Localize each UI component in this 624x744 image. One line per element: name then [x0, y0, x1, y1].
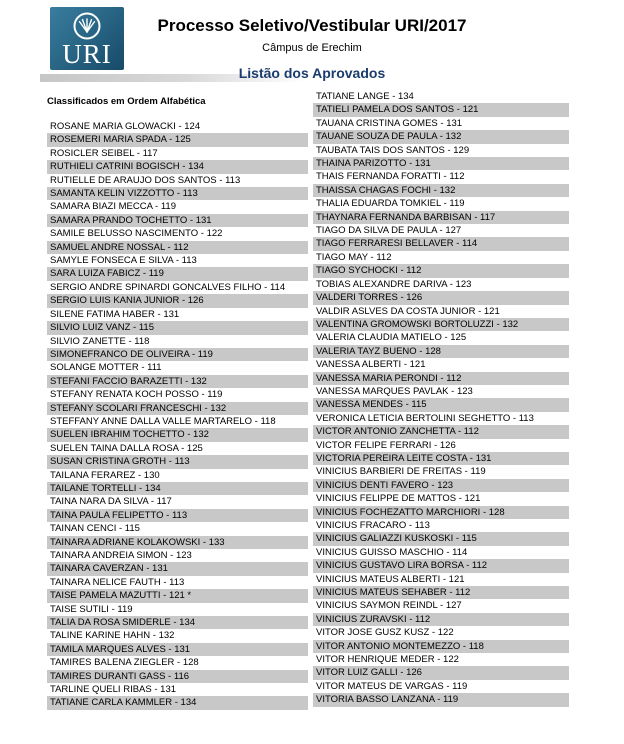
list-item — [313, 546, 569, 559]
list-item — [313, 626, 569, 639]
list-item — [47, 375, 308, 388]
list-item-text: VALERIA TAYZ BUENO - 128 — [316, 345, 441, 357]
list-item-text: TAINA PAULA FELIPETTO - 113 — [50, 509, 188, 521]
list-item — [47, 522, 308, 535]
list-item-text: SAMANTA KELIN VIZZOTTO - 113 — [50, 188, 198, 200]
list-item — [47, 402, 308, 415]
list-item — [47, 415, 308, 428]
list-item — [47, 321, 308, 334]
list-item-text: ROSANE MARIA GLOWACKI - 124 — [50, 121, 201, 132]
list-item — [47, 629, 308, 642]
list-item-text: TIAGO MAY - 112 — [316, 251, 392, 263]
list-item — [313, 305, 569, 318]
list-item — [47, 214, 308, 227]
list-item — [313, 412, 569, 425]
list-item — [47, 241, 308, 254]
list-item-text: TAINARA ANDREIA SIMON - 123 — [50, 550, 192, 561]
list-item-text: TAINARA CAVERZAN - 131 — [50, 563, 168, 575]
list-item — [313, 130, 569, 143]
list-item — [313, 519, 569, 532]
list-item — [47, 683, 308, 696]
list-item — [313, 278, 569, 291]
list-item — [313, 224, 569, 237]
list-item — [313, 184, 569, 197]
list-item-text: TALIA DA ROSA SMIDERLE - 134 — [50, 617, 196, 629]
list-item — [313, 465, 569, 478]
list-item-text: RUTIELLE DE ARAUJO DOS SANTOS - 113 — [50, 174, 241, 186]
list-item-text: VINICIUS GUISSO MASCHIO - 114 — [316, 546, 468, 558]
list-item-text: VINICIUS FOCHEZATTO MARCHIORI - 128 — [316, 506, 505, 518]
list-item — [313, 506, 569, 519]
list-item-text: THAIS FERNANDA FORATTI - 112 — [316, 171, 465, 183]
list-item — [313, 653, 569, 666]
list-item — [313, 345, 569, 358]
list-item — [47, 549, 308, 562]
list-item — [313, 331, 569, 344]
list-item-text: TARLINE QUELI RIBAS - 131 — [50, 684, 177, 696]
list-item-text: TATIANE LANGE - 134 — [316, 91, 414, 102]
list-item — [47, 200, 308, 213]
list-item-text: RUTHIELI CATRINI BOGISCH - 134 — [50, 161, 204, 173]
list-item — [313, 264, 569, 277]
list-item-text: ROSICLER SEIBEL - 117 — [50, 147, 158, 159]
list-item-text: VINICIUS MATEUS SEHABER - 112 — [316, 587, 471, 599]
list-item — [313, 452, 569, 465]
list-item-text: VINICIUS BARBIERI DE FREITAS - 119 — [316, 466, 486, 478]
list-item — [47, 656, 308, 669]
list-item-text: TAISE SUTILI - 119 — [50, 603, 133, 615]
list-item-text: SAMARA PRANDO TOCHETTO - 131 — [50, 214, 212, 226]
list-item — [47, 428, 308, 441]
list-item — [313, 117, 569, 130]
list-item — [313, 640, 569, 653]
list-item-text: SILENE FATIMA HABER - 131 — [50, 308, 180, 320]
list-item — [313, 372, 569, 385]
list-item-text: VICTORIA PEREIRA LEITE COSTA - 131 — [316, 452, 492, 464]
list-item-text: VITOR LUIZ GALLI - 126 — [316, 667, 422, 679]
list-item — [47, 294, 308, 307]
list-item — [47, 187, 308, 200]
list-item — [47, 589, 308, 602]
list-item — [47, 267, 308, 280]
list-item — [313, 559, 569, 572]
list-item-text: VANESSA MARQUES PAVLAK - 123 — [316, 385, 473, 397]
list-item-text: VINICIUS ZURAVSKI - 112 — [316, 613, 431, 625]
list-item-text: SARA LUIZA FABICZ - 119 — [50, 268, 164, 280]
list-item-text: VANESSA MARIA PERONDI - 112 — [316, 372, 462, 384]
list-item-text: TAILANA FERAREZ - 130 — [50, 469, 160, 481]
list-title: Listão dos Aprovados — [238, 65, 386, 81]
list-item — [47, 696, 308, 709]
list-item — [47, 603, 308, 616]
approved-list-right-column — [313, 90, 569, 707]
list-item — [47, 335, 308, 348]
list-item — [47, 133, 308, 146]
list-item — [313, 157, 569, 170]
list-item — [313, 425, 569, 438]
list-item-text: VINICIUS GUSTAVO LIRA BORSA - 112 — [316, 560, 488, 572]
list-item — [47, 643, 308, 656]
column-header: Classificados em Ordem Alfabética — [47, 96, 206, 107]
list-item-text: TAINARA ADRIANE KOLAKOWSKI - 133 — [50, 536, 225, 548]
list-item — [313, 103, 569, 116]
list-item-text: TAUANE SOUZA DE PAULA - 132 — [316, 131, 462, 143]
list-item — [47, 388, 308, 401]
list-item — [313, 532, 569, 545]
list-item — [313, 237, 569, 250]
list-item-text: VITOR JOSE GUSZ KUSZ - 122 — [316, 627, 454, 639]
list-item — [47, 509, 308, 522]
approved-list-left-column — [47, 120, 308, 710]
list-item-text: TIAGO FERRARESI BELLAVER - 114 — [316, 238, 478, 250]
list-item — [313, 291, 569, 304]
list-item-text: VINICIUS FELIPPE DE MATTOS - 121 — [316, 493, 481, 505]
list-item-text: TAMIRES DURANTI GASS - 116 — [50, 670, 190, 682]
list-item-text: TAINARA NELICE FAUTH - 113 — [50, 576, 185, 588]
list-item — [47, 455, 308, 468]
list-item — [47, 495, 308, 508]
list-item — [47, 348, 308, 361]
list-item-text: TATIELI PAMELA DOS SANTOS - 121 — [316, 104, 479, 116]
page-title: Processo Seletivo/Vestibular URI/2017 — [157, 16, 467, 35]
list-item-text: VICTOR ANTONIO ZANCHETTA - 112 — [316, 426, 479, 438]
list-item-text: SAMARA BIAZI MECCA - 119 — [50, 201, 177, 213]
list-item-text: SAMYLE FONSECA E SILVA - 113 — [50, 255, 197, 267]
list-item-text: VANESSA MENDES - 115 — [316, 399, 427, 411]
list-item — [47, 254, 308, 267]
list-item — [313, 666, 569, 679]
list-item-text: TIAGO SYCHOCKI - 112 — [316, 265, 422, 277]
list-item — [47, 281, 308, 294]
list-item — [313, 573, 569, 586]
list-item-text: SERGIO LUIS KANIA JUNIOR - 126 — [50, 295, 204, 307]
list-item-text: VALDERI TORRES - 126 — [316, 292, 423, 304]
list-item — [47, 469, 308, 482]
list-item-text: ROSEMERI MARIA SPADA - 125 — [50, 134, 191, 146]
list-item-text: TAILANE TORTELLI - 134 — [50, 482, 161, 494]
list-item-text: VITOR HENRIQUE MEDER - 122 — [316, 654, 459, 666]
list-item-text: TIAGO DA SILVA DE PAULA - 127 — [316, 225, 462, 237]
list-item-text: VINICIUS GALIAZZI KUSKOSKI - 115 — [316, 533, 477, 545]
list-item-text: STEFANY SCOLARI FRANCESCHI - 132 — [50, 402, 227, 414]
list-item — [313, 479, 569, 492]
list-item-text: VERONICA LETICIA BERTOLINI SEGHETTO - 113 — [316, 412, 534, 424]
list-item-text: SIMONEFRANCO DE OLIVEIRA - 119 — [50, 348, 213, 360]
list-item — [47, 227, 308, 240]
list-item-text: STEFANY RENATA KOCH POSSO - 119 — [50, 389, 223, 401]
list-item — [47, 361, 308, 374]
list-item — [313, 492, 569, 505]
list-item — [313, 358, 569, 371]
list-item-text: VINICIUS FRACARO - 113 — [316, 520, 430, 531]
list-item — [313, 170, 569, 183]
list-item — [47, 120, 308, 133]
list-item-text: VITOR MATEUS DE VARGAS - 119 — [316, 680, 468, 692]
list-item-text: VITOR ANTONIO MONTEMEZZO - 118 — [316, 640, 484, 652]
list-item-text: TOBIAS ALEXANDRE DARIVA - 123 — [316, 278, 472, 290]
list-item — [313, 144, 569, 157]
list-item-text: VALDIR ASLVES DA COSTA JUNIOR - 121 — [316, 305, 500, 317]
list-item — [47, 536, 308, 549]
list-item-text: SILVIO ZANETTE - 118 — [50, 335, 150, 347]
list-item-text: TAINAN CENCI - 115 — [50, 523, 140, 535]
list-item-text: THAISSA CHAGAS FOCHI - 132 — [316, 184, 456, 196]
list-item-text: SAMUEL ANDRE NOSSAL - 112 — [50, 241, 189, 253]
list-item — [47, 174, 308, 187]
list-item-text: VICTOR FELIPE FERRARI - 126 — [316, 439, 456, 451]
list-item — [313, 613, 569, 626]
list-item-text: TAMIRES BALENA ZIEGLER - 128 — [50, 657, 199, 669]
list-item-text: SAMILE BELUSSO NASCIMENTO - 122 — [50, 228, 223, 240]
list-item — [313, 90, 569, 103]
list-item — [47, 562, 308, 575]
list-item-text: VINICIUS DENTI FAVERO - 123 — [316, 479, 454, 491]
list-item — [47, 308, 308, 321]
list-item — [313, 586, 569, 599]
list-item — [47, 482, 308, 495]
list-item — [313, 318, 569, 331]
list-item-text: TAUANA CRISTINA GOMES - 131 — [316, 117, 463, 129]
list-item — [313, 251, 569, 264]
list-item — [313, 599, 569, 612]
list-item-text: SUELEN IBRAHIM TOCHETTO - 132 — [50, 429, 209, 441]
list-item-text: SERGIO ANDRE SPINARDI GONCALVES FILHO - 114 — [50, 281, 286, 293]
list-item-text: VINICIUS MATEUS ALBERTI - 121 — [316, 573, 465, 585]
list-item — [313, 398, 569, 411]
list-item-text: VINICIUS SAYMON REINDL - 127 — [316, 600, 462, 612]
list-item-text: THAYNARA FERNANDA BARBISAN - 117 — [316, 211, 496, 223]
list-item — [313, 693, 569, 706]
list-item-text: THALIA EDUARDA TOMKIEL - 119 — [316, 198, 465, 210]
page-subtitle: Câmpus de Erechim — [262, 42, 362, 54]
list-item-text: TATIANE CARLA KAMMLER - 134 — [50, 697, 197, 709]
list-item — [47, 160, 308, 173]
list-item — [313, 385, 569, 398]
list-item-text: VALENTINA GROMOWSKI BORTOLUZZI - 132 — [316, 318, 519, 330]
list-item-text: TAMILA MARQUES ALVES - 131 — [50, 643, 191, 655]
uri-logo-text: URI — [62, 39, 112, 69]
list-item-text: THAINA PARIZOTTO - 131 — [316, 158, 431, 170]
list-item — [313, 197, 569, 210]
list-item — [313, 680, 569, 693]
list-item-text: VALERIA CLAUDIA MATIELO - 125 — [316, 332, 467, 344]
list-item — [47, 616, 308, 629]
list-item — [47, 147, 308, 160]
list-item-text: SUELEN TAINA DALLA ROSA - 125 — [50, 442, 203, 454]
list-item — [313, 211, 569, 224]
list-item-text: VANESSA ALBERTI - 121 — [316, 359, 426, 371]
list-item-text: SUSAN CRISTINA GROTH - 113 — [50, 456, 190, 468]
list-item-text: TAUBATA TAIS DOS SANTOS - 129 — [316, 144, 470, 156]
list-item-text: STEFFANY ANNE DALLA VALLE MARTARELO - 118 — [50, 415, 276, 427]
list-item — [47, 442, 308, 455]
list-item-text: TAISE PAMELA MAZUTTI - 121 * — [50, 590, 192, 602]
list-item — [47, 670, 308, 683]
list-item — [313, 439, 569, 452]
list-item — [47, 576, 308, 589]
list-item-text: SOLANGE MOTTER - 111 — [50, 362, 162, 374]
list-item-text: SILVIO LUIZ VANZ - 115 — [50, 322, 155, 334]
list-item-text: TAINA NARA DA SILVA - 117 — [50, 496, 172, 508]
list-item-text: STEFANI FACCIO BARAZETTI - 132 — [50, 375, 207, 387]
list-item-text: TALINE KARINE HAHN - 132 — [50, 630, 175, 642]
list-item-text: VITORIA BASSO LANZANA - 119 — [316, 694, 459, 706]
